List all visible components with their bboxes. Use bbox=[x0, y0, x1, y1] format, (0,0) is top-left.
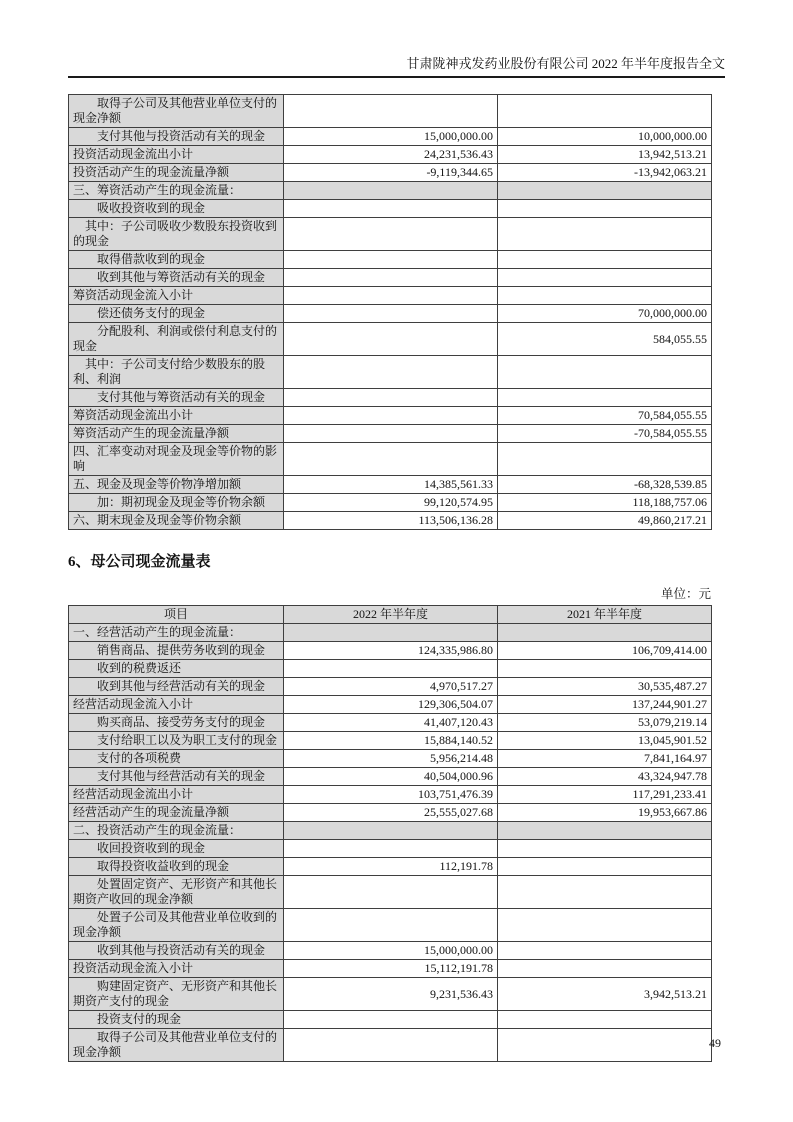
row-label: 收到的税费返还 bbox=[69, 660, 284, 678]
row-value: 24,231,536.43 bbox=[284, 146, 498, 164]
row-value bbox=[284, 660, 498, 678]
row-value: 30,535,487.27 bbox=[498, 678, 712, 696]
table-row bbox=[69, 750, 712, 768]
row-label: 其中：子公司吸收少数股东投资收到的现金 bbox=[69, 218, 284, 251]
row-value bbox=[498, 876, 712, 909]
row-value bbox=[498, 909, 712, 942]
row-value bbox=[498, 822, 712, 840]
row-label: 经营活动现金流入小计 bbox=[69, 696, 284, 714]
row-label: 四、汇率变动对现金及现金等价物的影响 bbox=[69, 443, 284, 476]
table-row bbox=[69, 95, 712, 128]
row-value: 13,942,513.21 bbox=[498, 146, 712, 164]
row-label: 投资支付的现金 bbox=[69, 1011, 284, 1029]
row-value bbox=[284, 356, 498, 389]
row-label: 收到其他与经营活动有关的现金 bbox=[69, 678, 284, 696]
row-label: 收到其他与筹资活动有关的现金 bbox=[69, 269, 284, 287]
row-label: 支付其他与投资活动有关的现金 bbox=[69, 128, 284, 146]
table-row bbox=[69, 356, 712, 389]
row-label: 取得投资收益收到的现金 bbox=[69, 858, 284, 876]
table-row bbox=[69, 494, 712, 512]
table-row bbox=[69, 323, 712, 356]
table-row bbox=[69, 425, 712, 443]
table-row bbox=[69, 146, 712, 164]
row-value: 70,000,000.00 bbox=[498, 305, 712, 323]
row-value bbox=[498, 443, 712, 476]
row-value: 53,079,219.14 bbox=[498, 714, 712, 732]
row-value bbox=[284, 200, 498, 218]
unit-row bbox=[68, 586, 711, 602]
row-value bbox=[498, 624, 712, 642]
row-value bbox=[284, 95, 498, 128]
table-row bbox=[69, 714, 712, 732]
row-label: 投资活动现金流入小计 bbox=[69, 960, 284, 978]
row-value bbox=[498, 218, 712, 251]
table-row bbox=[69, 200, 712, 218]
table-row bbox=[69, 660, 712, 678]
table-row bbox=[69, 407, 712, 425]
row-value bbox=[284, 876, 498, 909]
row-value bbox=[284, 1029, 498, 1062]
row-label: 二、投资活动产生的现金流量： bbox=[69, 822, 284, 840]
row-value bbox=[284, 909, 498, 942]
table-row bbox=[69, 251, 712, 269]
row-value: 15,000,000.00 bbox=[284, 942, 498, 960]
table-row bbox=[69, 1011, 712, 1029]
row-value bbox=[284, 624, 498, 642]
row-value bbox=[284, 182, 498, 200]
row-value: 15,112,191.78 bbox=[284, 960, 498, 978]
row-label: 加：期初现金及现金等价物余额 bbox=[69, 494, 284, 512]
row-value bbox=[498, 389, 712, 407]
row-label: 筹资活动现金流出小计 bbox=[69, 407, 284, 425]
table-row bbox=[69, 305, 712, 323]
row-label: 处置固定资产、无形资产和其他长期资产收回的现金净额 bbox=[69, 876, 284, 909]
row-value: 99,120,574.95 bbox=[284, 494, 498, 512]
row-label: 经营活动现金流出小计 bbox=[69, 786, 284, 804]
row-label: 三、筹资活动产生的现金流量： bbox=[69, 182, 284, 200]
table-row bbox=[69, 269, 712, 287]
table-row bbox=[69, 128, 712, 146]
table-row bbox=[69, 182, 712, 200]
row-value bbox=[498, 858, 712, 876]
row-value bbox=[498, 1029, 712, 1062]
row-label: 支付其他与筹资活动有关的现金 bbox=[69, 389, 284, 407]
row-value bbox=[284, 251, 498, 269]
row-value: 13,045,901.52 bbox=[498, 732, 712, 750]
row-value: 584,055.55 bbox=[498, 323, 712, 356]
row-label: 吸收投资收到的现金 bbox=[69, 200, 284, 218]
table-row bbox=[69, 732, 712, 750]
row-label: 筹资活动现金流入小计 bbox=[69, 287, 284, 305]
table-row bbox=[69, 218, 712, 251]
row-value: 41,407,120.43 bbox=[284, 714, 498, 732]
row-value: 129,306,504.07 bbox=[284, 696, 498, 714]
row-label: 取得子公司及其他营业单位支付的现金净额 bbox=[69, 95, 284, 128]
row-value: 118,188,757.06 bbox=[498, 494, 712, 512]
table-row bbox=[69, 696, 712, 714]
column-header: 项目 bbox=[69, 606, 284, 624]
row-value: 15,000,000.00 bbox=[284, 128, 498, 146]
table-row bbox=[69, 443, 712, 476]
consolidated-cash-flow-table-continued bbox=[68, 94, 712, 530]
row-value: 112,191.78 bbox=[284, 858, 498, 876]
row-label: 处置子公司及其他营业单位收到的现金净额 bbox=[69, 909, 284, 942]
table-row bbox=[69, 858, 712, 876]
row-value bbox=[498, 251, 712, 269]
row-value bbox=[498, 960, 712, 978]
row-label: 取得子公司及其他营业单位支付的现金净额 bbox=[69, 1029, 284, 1062]
row-value bbox=[498, 182, 712, 200]
table-row bbox=[69, 978, 712, 1011]
row-value bbox=[284, 218, 498, 251]
table-row bbox=[69, 512, 712, 530]
row-value bbox=[284, 287, 498, 305]
row-label: 收回投资收到的现金 bbox=[69, 840, 284, 858]
row-label: 偿还债务支付的现金 bbox=[69, 305, 284, 323]
row-value bbox=[284, 269, 498, 287]
row-value bbox=[284, 425, 498, 443]
page-number: 49 bbox=[709, 1036, 721, 1050]
row-value bbox=[498, 269, 712, 287]
row-value: 137,244,901.27 bbox=[498, 696, 712, 714]
document-header-title: 甘肃陇神戎发药业股份有限公司 2022 年半年度报告全文 bbox=[406, 56, 725, 71]
row-label: 购建固定资产、无形资产和其他长期资产支付的现金 bbox=[69, 978, 284, 1011]
column-header: 2022 年半年度 bbox=[284, 606, 498, 624]
row-label: 分配股利、利润或偿付利息支付的现金 bbox=[69, 323, 284, 356]
row-value bbox=[498, 95, 712, 128]
table-row bbox=[69, 768, 712, 786]
row-label: 支付其他与经营活动有关的现金 bbox=[69, 768, 284, 786]
row-value: 3,942,513.21 bbox=[498, 978, 712, 1011]
row-label: 购买商品、接受劳务支付的现金 bbox=[69, 714, 284, 732]
row-label: 六、期末现金及现金等价物余额 bbox=[69, 512, 284, 530]
row-label: 投资活动现金流出小计 bbox=[69, 146, 284, 164]
row-value bbox=[498, 1011, 712, 1029]
parent-company-cash-flow-table bbox=[68, 605, 712, 1062]
row-value: 106,709,414.00 bbox=[498, 642, 712, 660]
table-row bbox=[69, 389, 712, 407]
row-value: 70,584,055.55 bbox=[498, 407, 712, 425]
table-row bbox=[69, 287, 712, 305]
row-label: 筹资活动产生的现金流量净额 bbox=[69, 425, 284, 443]
row-value: 7,841,164.97 bbox=[498, 750, 712, 768]
row-value bbox=[498, 660, 712, 678]
row-value bbox=[498, 840, 712, 858]
row-value: 40,504,000.96 bbox=[284, 768, 498, 786]
table-row bbox=[69, 804, 712, 822]
row-value: -13,942,063.21 bbox=[498, 164, 712, 182]
row-value: 14,385,561.33 bbox=[284, 476, 498, 494]
row-value bbox=[284, 389, 498, 407]
row-label: 取得借款收到的现金 bbox=[69, 251, 284, 269]
document-header bbox=[68, 55, 725, 78]
row-value bbox=[498, 942, 712, 960]
table-row bbox=[69, 840, 712, 858]
table-row bbox=[69, 822, 712, 840]
table-row bbox=[69, 678, 712, 696]
row-value: -9,119,344.65 bbox=[284, 164, 498, 182]
table-row bbox=[69, 642, 712, 660]
table-row bbox=[69, 876, 712, 909]
row-label: 支付的各项税费 bbox=[69, 750, 284, 768]
row-value: 43,324,947.78 bbox=[498, 768, 712, 786]
column-header: 2021 年半年度 bbox=[498, 606, 712, 624]
row-value: 117,291,233.41 bbox=[498, 786, 712, 804]
row-value bbox=[284, 407, 498, 425]
row-value bbox=[284, 822, 498, 840]
row-value: -68,328,539.85 bbox=[498, 476, 712, 494]
row-label: 销售商品、提供劳务收到的现金 bbox=[69, 642, 284, 660]
table-row bbox=[69, 960, 712, 978]
row-value: 25,555,027.68 bbox=[284, 804, 498, 822]
row-label: 其中：子公司支付给少数股东的股利、利润 bbox=[69, 356, 284, 389]
row-value bbox=[498, 287, 712, 305]
row-value bbox=[498, 356, 712, 389]
row-value: 4,970,517.27 bbox=[284, 678, 498, 696]
table-row bbox=[69, 942, 712, 960]
row-value: 15,884,140.52 bbox=[284, 732, 498, 750]
row-value bbox=[284, 840, 498, 858]
section-heading: 6、母公司现金流量表 bbox=[68, 554, 211, 570]
row-label: 一、经营活动产生的现金流量： bbox=[69, 624, 284, 642]
unit-label: 单位：元 bbox=[660, 587, 711, 601]
row-value: -70,584,055.55 bbox=[498, 425, 712, 443]
row-value bbox=[284, 305, 498, 323]
row-value bbox=[498, 200, 712, 218]
row-value: 10,000,000.00 bbox=[498, 128, 712, 146]
table-row bbox=[69, 909, 712, 942]
table-row bbox=[69, 786, 712, 804]
row-label: 经营活动产生的现金流量净额 bbox=[69, 804, 284, 822]
row-value: 9,231,536.43 bbox=[284, 978, 498, 1011]
row-value bbox=[284, 443, 498, 476]
row-value: 113,506,136.28 bbox=[284, 512, 498, 530]
row-value bbox=[284, 1011, 498, 1029]
table-row bbox=[69, 476, 712, 494]
row-value: 103,751,476.39 bbox=[284, 786, 498, 804]
row-value bbox=[284, 323, 498, 356]
row-value: 124,335,986.80 bbox=[284, 642, 498, 660]
row-label: 支付给职工以及为职工支付的现金 bbox=[69, 732, 284, 750]
table-row bbox=[69, 624, 712, 642]
table-row bbox=[69, 1029, 712, 1062]
row-label: 五、现金及现金等价物净增加额 bbox=[69, 476, 284, 494]
row-value: 5,956,214.48 bbox=[284, 750, 498, 768]
row-value: 49,860,217.21 bbox=[498, 512, 712, 530]
table-row bbox=[69, 164, 712, 182]
table-header-row bbox=[69, 606, 712, 624]
row-label: 投资活动产生的现金流量净额 bbox=[69, 164, 284, 182]
row-value: 19,953,667.86 bbox=[498, 804, 712, 822]
row-label: 收到其他与投资活动有关的现金 bbox=[69, 942, 284, 960]
